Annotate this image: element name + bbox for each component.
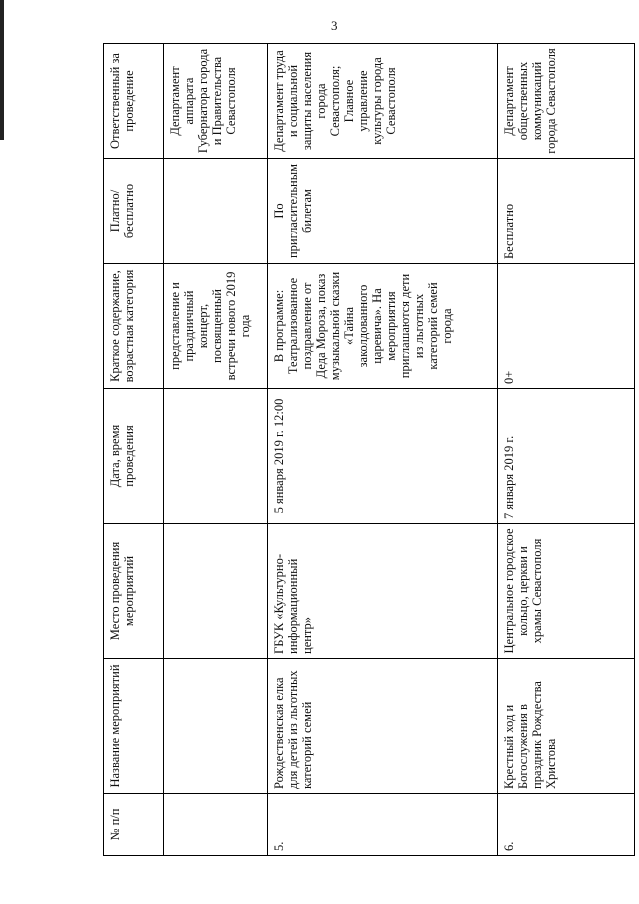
table-header-row [104,44,164,856]
page-number: 3 [331,18,338,33]
cell-num: 5. [268,794,498,856]
cell-name: Крестный ход и Богослужения в праздник Рождества Христова [498,659,635,794]
cell-name: Рождественская елка для детей из льготных категорий семей [268,659,498,794]
header-place: Место проведения мероприятий [104,524,164,659]
cell-place [164,524,268,659]
cell-responsible: Департамент общественных коммуникаций города Севастополя [498,44,635,159]
cell-num [164,794,268,856]
cell-place: Центральное городское кольцо, церкви и храмы Севастополя [498,524,635,659]
cell-responsible: Департамент аппарата Губернатора города и Правительства Севастополя [164,44,268,159]
header-num: № п/п [104,794,164,856]
cell-name [164,659,268,794]
cell-paid: По пригласительным билетам [268,159,498,264]
header-name: Название мероприятий [104,659,164,794]
cell-responsible: Департамент труда и социальной защиты населения города Севастополя; Главное управление культуры города Севастополя [268,44,498,159]
cell-num: 6. [498,794,635,856]
header-date: Дата, время проведения [104,389,164,524]
header-paid: Платно/ бесплатно [104,159,164,264]
table-row [498,44,635,856]
header-responsible: Ответственный за проведение [104,44,164,159]
cell-place: ГБУК «Культурно-информационный центр» [268,524,498,659]
table-row [268,44,498,856]
events-table [103,43,635,856]
cell-date: 7 января 2019 г. [498,389,635,524]
cell-summary: представление и праздничный концерт, посвященный встречи нового 2019 года [164,264,268,389]
header-summary: Краткое содержание, возрастная категория [104,264,164,389]
cell-paid [164,159,268,264]
table-row [164,44,268,856]
cell-date: 5 января 2019 г. 12:00 [268,389,498,524]
scan-edge-mark [0,0,4,140]
rotated-table-container [103,44,634,856]
cell-summary: 0+ [498,264,635,389]
cell-paid: Бесплатно [498,159,635,264]
cell-summary: В программе: Театрализованное поздравление от Деда Мороза, показ музыкальной сказки «Тайна заколдованного царевича». На мероприятия приглашаются дети из льготных категорий семей города [268,264,498,389]
cell-date [164,389,268,524]
